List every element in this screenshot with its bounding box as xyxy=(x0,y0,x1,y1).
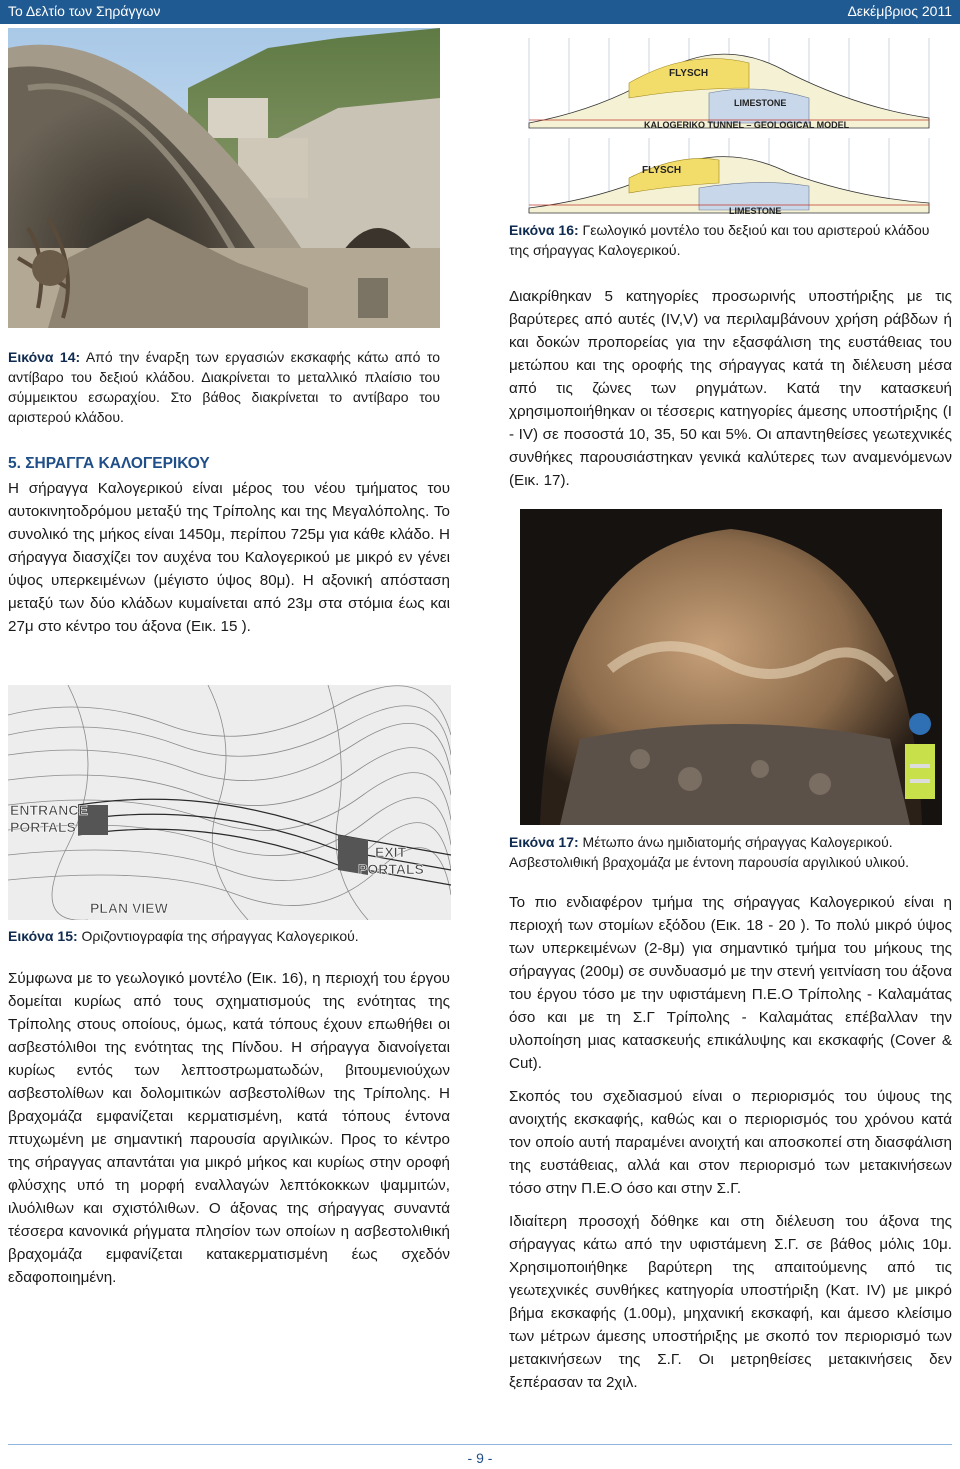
figure-16-geological-model xyxy=(509,28,952,218)
figure-17-caption xyxy=(509,832,952,872)
entrance-label: ENTRANCE xyxy=(10,802,88,818)
figure-17-photo xyxy=(520,509,942,825)
exit-portals-label: PORTALS xyxy=(358,861,424,877)
issue-date: Δεκέμβριος 2011 xyxy=(847,3,952,19)
paragraph-2-text: Σύμφωνα με το γεωλογικό μοντέλο (Εικ. 16), η περιοχή του έργου δομείται κυρίως από τους σχηματισμούς της ενότητας της Τρίπολης στους οποίους, όμως, κατά τόπους έχουν επωθήθει οι ασβεστόλιθοι της ενότητας της Πίνδου. Η σήραγγα διανοίγεται κυρίως εντός των λεπτοστρωματωδών, βιτουμενιούχων ασβεστολίθων και δολομιτικών ασβεστολίθων της Τρίπολης. Η βραχομάζα εμφανίζεται κερματισμένη, κατά τόπους έντονα πτυχωμένη με σημαντική παρουσία αργιλικών. Προς το κέντρο της σήραγγας απαντάται για μικρό μήκος και κυρίως στην οροφή φλύσχης υπό τη μορφή εναλλαγών λεπτόκοκκων ψαμμιτών, ιλυόλιθων και σχιστόλιθων. Ο άξονας της σήραγγας συναντά τέσσερα κανονικά ρήγματα πλησίον των οποίων η ασβεστολιθική βραχομάζα εμφανίζεται κατακερματισμένη έως σχεδόν εδαφοποιημένη. xyxy=(8,970,450,1286)
limestone-label-2: LIMESTONE xyxy=(729,206,782,216)
paragraph-4-text: Το πιο ενδιαφέρον τμήμα της σήραγγας Καλογερικού είναι η περιοχή των στομίων εξόδου (Εικ. 18 - 20 ). Το πολύ μικρό ύψος των υπερκειμένων (2-8μ) για σημαντικό τμήμα του μήκους της σήραγγας (200μ) σε συνδυασμό με την στενή γειτνίαση του άξονα του έργου τόσο με την υφιστάμενη Π.Ε.Ο Τρίπολης - Καλαμάτας όσο και με τη Σ.Γ Τρίπολης - Καλαμάτας επέβαλλαν την υλοποίηση μιας κατασκευής επικάλυψης και εκσκαφής (Cover & Cut). xyxy=(509,894,952,1072)
figure-16-text: Γεωλογικό μοντέλο του δεξιού και του αριστερού κλάδου της σήραγγας Καλογερικού. xyxy=(509,222,930,258)
figure-14-photo xyxy=(8,28,440,328)
entrance-portals-label: PORTALS xyxy=(10,819,76,835)
paragraph-3 xyxy=(509,285,952,502)
figure-15-plan-view xyxy=(8,685,451,920)
figure-15-caption xyxy=(8,926,451,946)
paragraph-1-text: Η σήραγγα Καλογερικού είναι μέρος του νέου τμήματος του αυτοκινητοδρόμου μεταξύ της Τρίπολης και της Μεγαλόπολης. Το συνολικό της μήκος είναι 1450μ, περίπου 725μ για κάθε κλάδο. Η σήραγγα διασχίζει τον αυχένα του Καλογερικού με μικρό εν γένει ύψος υπερκειμένων (μέγιστο ύψος 80μ). Η αξονική απόσταση μεταξύ των δύο κλάδων κυμαίνεται από 23μ στα στόμια έως και 27μ στο κέντρο του άξονα (Εικ. 15 ). xyxy=(8,480,450,635)
journal-title: Το Δελτίο των Σηράγγων xyxy=(8,3,161,19)
footer-divider xyxy=(8,1444,952,1445)
paragraph-3-text: Διακρίθηκαν 5 κατηγορίες προσωρινής υποστήριξης με τις βαρύτερες από αυτές (IV,V) να περιλαμβάνουν χρήση ράβδων ή και δοκών προπορείας για την εξασφάλιση της ευστάθειας του μετώπου και της οροφής της σήραγγας κατά τη διέλευση μέσα από τις ζώνες των ρηγμάτων. Κατά την κατασκευή χρησιμοποιήθηκαν οι τέσσερις κατηγορίες άμεσης υποστήριξης (I - IV) σε ποσοστά 10, 35, 50 και 5%. Οι απαντηθείσες γεωτεχνικές συνθήκες παρουσιάστηκαν γενικά καλύτερες των αναμενόμενων (Εικ. 17). xyxy=(509,288,952,489)
figure-17-text: Μέτωπο άνω ημιδιατομής σήραγγας Καλογερικού. Ασβεστολιθική βραχομάζα με έντονη παρουσία αργιλικού υλικού. xyxy=(509,834,909,870)
limestone-label: LIMESTONE xyxy=(734,98,787,108)
section-heading: 5. ΣΗΡΑΓΓΑ ΚΑΛΟΓΕΡΙΚΟΥ xyxy=(8,455,210,472)
paragraph-1 xyxy=(8,477,450,648)
plan-view-label: PLAN VIEW xyxy=(90,900,168,916)
figure-16-label: Εικόνα 16: xyxy=(509,222,579,238)
figure-15-label: Εικόνα 15: xyxy=(8,928,78,944)
figure-16-caption xyxy=(509,220,952,260)
paragraph-group-right xyxy=(509,891,952,1404)
figure-17-label: Εικόνα 17: xyxy=(509,834,579,850)
flysch-label: FLYSCH xyxy=(669,68,709,79)
figure-14-caption xyxy=(8,347,440,427)
figure-14-text: Από την έναρξη των εργασιών εκσκαφής κάτω από το αντίβαρο του δεξιού κλάδου. Διακρίνεται το μεταλλικό πλαίσιο του σύμμεικτου εσωραχίου. Στο βάθος διακρίνεται το αντίβαρο του αριστερού κλάδου. xyxy=(8,349,440,425)
figure-14-label: Εικόνα 14: xyxy=(8,349,81,365)
figure-15-text: Οριζοντιογραφία της σήραγγας Καλογερικού. xyxy=(77,928,359,944)
paragraph-5-text: Σκοπός του σχεδιασμού είναι ο περιορισμός του ύψους της ανοιχτής εκσκαφής, καθώς και ο περιορισμός του χρόνου κατά τον οποίο αυτή παραμένει ανοιχτή και αποσκοπεί στη διασφάλιση της ευστάθειας, αλλά και στον περιορισμό των μετακινήσεων τόσο στην Π.Ε.Ο όσο και στην Σ.Γ. xyxy=(509,1088,952,1197)
flysch-label-2: FLYSCH xyxy=(642,165,682,176)
paragraph-6-text: Ιδιαίτερη προσοχή δόθηκε και στη διέλευση του άξονα της σήραγγας κάτω από την υφιστάμενη Σ.Γ. σε βάθος μόλις 10μ. Χρησιμοποιήθηκε βαρύτερη της απαιτούμενης από τις γεωτεχνικές συνθήκες κατηγορία υποστήριξη (Κατ. IV) με μικρό βήμα εκσκαφής (1.00μ), μηχανική εκσκαφή, και άμεσο κλείσιμο των μέτρων άμεσης υποστήριξης με σκοπό τον περιορισμό των μετακινήσεων της Σ.Γ. Οι μετρηθείσες μετακινήσεις δεν ξεπέρασαν τα 2χιλ. xyxy=(509,1213,952,1391)
page-number: - 9 - xyxy=(467,1450,493,1466)
page-header xyxy=(0,0,960,24)
paragraph-2 xyxy=(8,967,450,1299)
geological-model-title: KALOGERIKO TUNNEL – GEOLOGICAL MODEL xyxy=(644,120,850,130)
exit-label: EXIT xyxy=(375,844,407,860)
